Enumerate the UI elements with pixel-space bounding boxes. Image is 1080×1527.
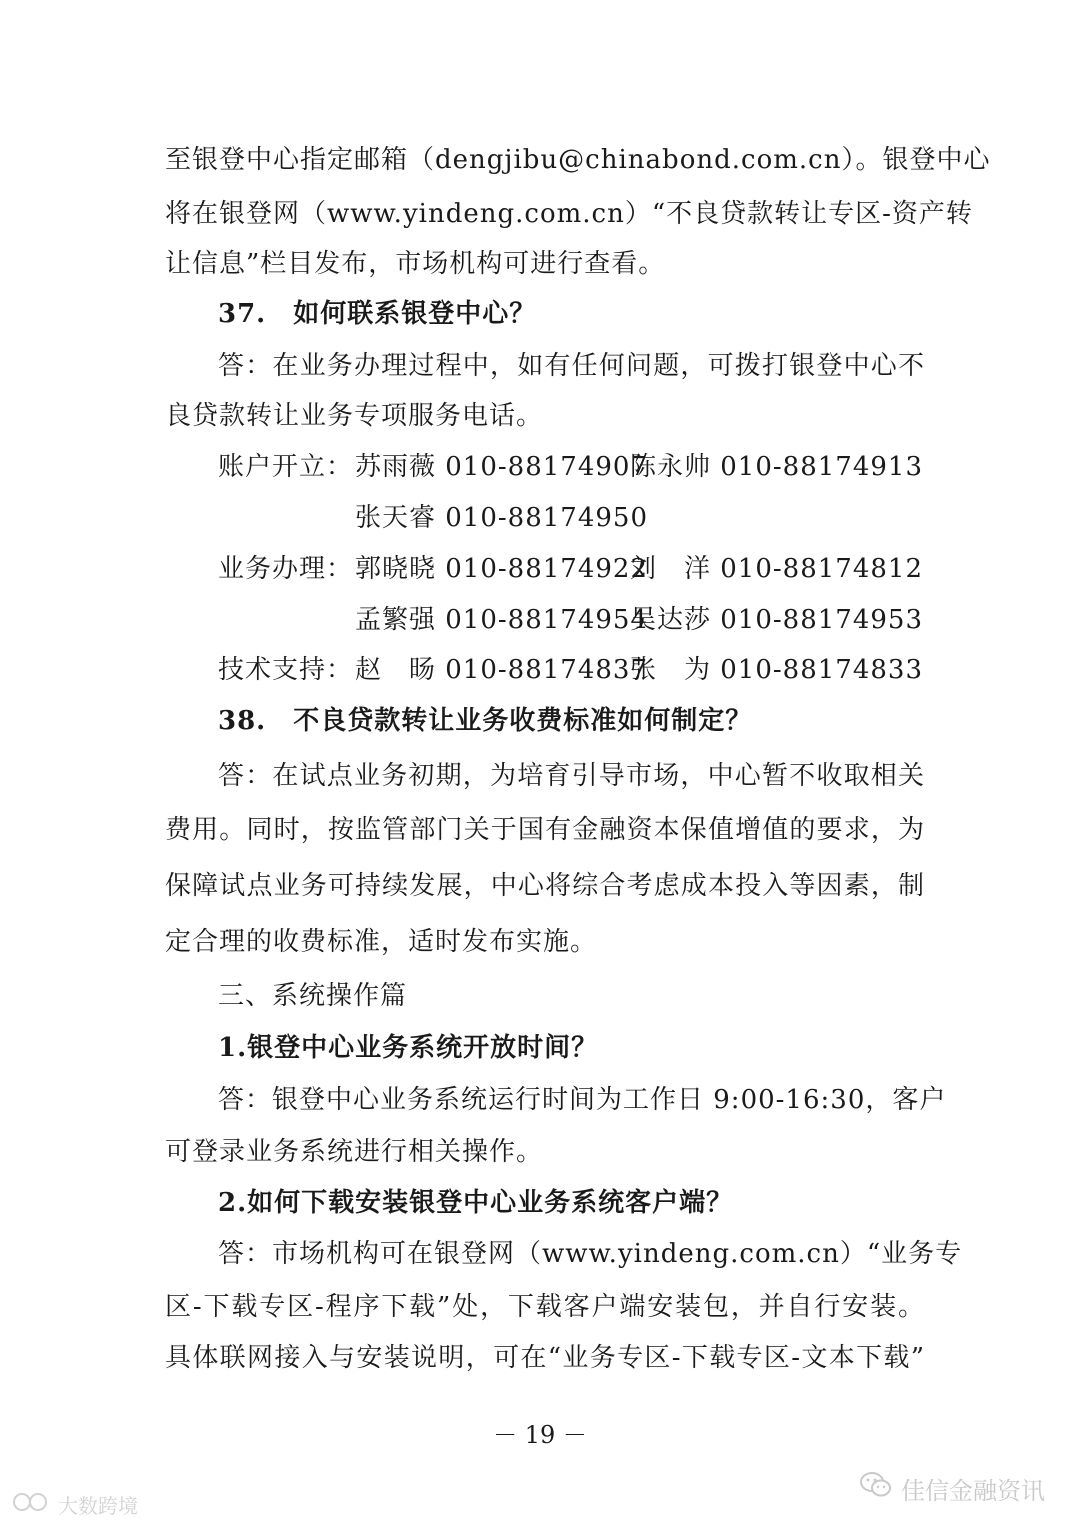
answer-line: 答：在业务办理过程中，如有任何问题，可拨打银登中心不 [218, 351, 925, 381]
answer-line: 答：市场机构可在银登网（www.yindeng.com.cn）“业务专 [218, 1239, 963, 1269]
question-heading: 38. 不良贷款转让业务收费标准如何制定？ [218, 706, 753, 736]
section-heading: 三、系统操作篇 [218, 981, 408, 1011]
contact-entry: 赵 旸 010-88174837 [355, 655, 649, 685]
answer-line: 具体联网接入与安装说明，可在“业务专区-下载专区-文本下载” [165, 1343, 925, 1373]
watermark-text: 佳信金融资讯 [901, 1476, 1045, 1505]
answer-line: 费用。同时，按监管部门关于国有金融资本保值增值的要求，为 [165, 815, 925, 845]
page-number: － 19 － [493, 1421, 587, 1449]
answer-line: 答：银登中心业务系统运行时间为工作日 9:00-16:30，客户 [218, 1085, 947, 1115]
contact-entry: 孟繁强 010-88174954 [355, 605, 649, 635]
answer-line: 保障试点业务可持续发展，中心将综合考虑成本投入等因素，制 [165, 871, 925, 901]
question-heading: 37. 如何联系银登中心？ [218, 299, 537, 329]
answer-line: 答：在试点业务初期，为培育引导市场，中心暂不收取相关 [218, 761, 925, 791]
logo-icon [12, 1490, 52, 1519]
contact-entry: 张天睿 010-88174950 [355, 503, 649, 533]
answer-line: 定合理的收费标准，适时发布实施。 [165, 927, 598, 957]
paragraph-line: 将在银登网（www.yindeng.com.cn）“不良贷款转让专区-资产转 [165, 199, 973, 229]
contact-label: 业务办理： [218, 554, 354, 584]
contact-entry: 张 为 010-88174833 [630, 655, 924, 685]
watermark-right [859, 1470, 1045, 1506]
wechat-icon [859, 1470, 893, 1506]
paragraph-line: 至银登中心指定邮箱（dengjibu@chinabond.com.cn）。银登中心 [165, 145, 991, 175]
watermark-left [12, 1490, 138, 1519]
question-heading: 1.银登中心业务系统开放时间？ [218, 1033, 599, 1063]
contact-entry: 郭晓晓 010-88174922 [355, 554, 649, 584]
paragraph-line: 让信息”栏目发布，市场机构可进行查看。 [165, 249, 666, 279]
watermark-text: 大数跨境 [58, 1494, 138, 1518]
contact-entry: 陈永帅 010-88174913 [630, 452, 924, 482]
contact-entry: 吴达莎 010-88174953 [630, 605, 924, 635]
contact-label: 技术支持： [218, 655, 354, 685]
contact-entry: 刘 洋 010-88174812 [630, 554, 924, 584]
contact-entry: 苏雨薇 010-88174907 [355, 452, 649, 482]
answer-line: 可登录业务系统进行相关操作。 [165, 1137, 544, 1167]
contact-label: 账户开立： [218, 452, 354, 482]
answer-line: 区-下载专区-程序下载”处，下载客户端安装包，并自行安装。 [165, 1292, 925, 1322]
question-heading: 2.如何下载安装银登中心业务系统客户端？ [218, 1188, 734, 1218]
answer-line: 良贷款转让业务专项服务电话。 [165, 401, 544, 431]
